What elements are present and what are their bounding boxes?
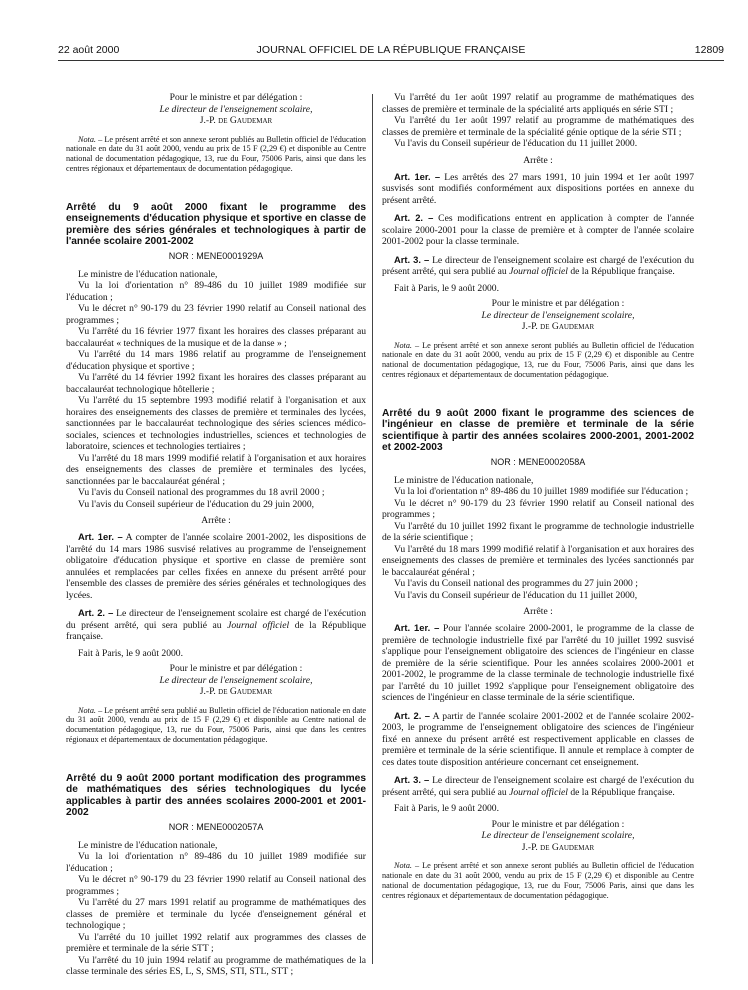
signature-line-3: J.-P. de Gaudemar [521,841,595,853]
visas-list [66,840,366,978]
signature-block [106,663,366,698]
visas-list [66,269,366,511]
article-3 [382,254,694,278]
signature-line-2: Le directeur de l'enseignement scolaire, [481,830,635,842]
article-2 [382,212,694,248]
visa-line: Vu l'avis du Conseil national des programmes du 27 juin 2000 ; [394,578,638,590]
article-3 [382,774,694,798]
visa-line: Vu le décret n° 90-179 du 23 février 1990 relatif au Conseil national des programmes ; [66,874,366,897]
article-1 [382,622,694,704]
article-2 [382,710,694,769]
article-text: Pour l'année scolaire 2000-2001, le programme de la classe de première de technologie industrielle fixé par l'arrêté du 10 juillet 1992 susvisé s'applique pour l'enseignement obligatoire des sciences de l'ingénieur en classe de première de la série scientifique. Pour les années scolaires 2000-2001 et 2001-2002, le programme de la classe terminale de technologie industrielle fixé par l'arrêté du 10 juillet 1992 s'applique pour l'enseignement obligatoire des sciences de l'ingénieur en classe terminale de la série scientifique. [382,623,695,704]
note-text: – Le présent arrêté sera publié au Bulletin officiel de l'éducation nationale en date du 31 août 2000, vendu au prix de 15 F (2,29 €) et disponible au Centre national de documentation pédagogique, 13, rue du Four, 75006 Paris, ainsi que dans les centres régionaux et départementaux de documentation pédagogique. [66,705,366,745]
fait-a-paris: Fait à Paris, le 9 août 2000. [394,282,499,294]
visa-line: Le ministre de l'éducation nationale, [78,839,218,851]
signature-line-2: Le directeur de l'enseignement scolaire, [159,103,313,115]
signature-line-3: J.-P. de Gaudemar [199,115,273,126]
visa-line: Vu l'arrêté du 16 février 1977 fixant les horaires des classes préparant au baccalauréat « techniques de la musique et de la danse » ; [66,326,366,349]
article-label: Art. 2. – [394,709,430,721]
signature-block [422,819,694,854]
left-column [66,92,366,978]
article-text: A partir de l'année scolaire 2001-2002 et de l'année scolaire 2002-2003, le programme de l'enseignement obligatoire des sciences de l'ingénieur fixé en annexe du présent arrêté est respectivement applicable en classes de première et terminale de la série scientifique. Il annule et remplace à compter de ces dates toute disposition antérieure concernant cet enseignement. [382,710,694,768]
visa-line: Vu le décret n° 90-179 du 23 février 1990 relatif au Conseil national des programmes ; [382,497,694,521]
nor-reference: NOR : MENE0002058A [490,456,586,467]
article-1 [382,171,694,207]
article-label: Art. 2. – [78,607,114,619]
visa-line: Le ministre de l'éducation nationale, [394,474,534,486]
journal-officiel-text: Journal officiel [227,619,290,631]
visa-line: Vu l'arrêté du 1er août 1997 relatif au programme de mathématiques des classes de première et terminale de la spécialité génie optique de la série STI ; [382,115,694,138]
note-label: Nota. [78,134,96,144]
article-text: Ces modifications entrent en application à compter de l'année scolaire 2000-2001 pour la classe de première et à compter de l'année scolaire 2001-2002 pour la classe terminale. [382,213,694,247]
signature-line-1: Pour le ministre et par délégation : [169,92,303,103]
article-text-end: de la République française. [567,266,675,277]
note-text: – Le présent arrêté et son annexe seront publiés au Bulletin officiel de l'éducation nationale en date du 31 août 2000, vendu au prix de 15 F (2,29 €) et disponible au Centre national de documentation pédagogique, 13, rue du Four, 75006 Paris, ainsi que dans les centres régionaux et départementaux de documentation pédagogique. [382,340,694,379]
journal-officiel-text: Journal officiel [509,266,568,277]
article-text: Le directeur de l'enseignement scolaire est chargé de l'exécution du présent arrêté, qui sera publié au [66,608,366,631]
column-divider [372,94,373,964]
nor-reference: NOR : MENE0002057A [168,821,264,832]
page-number: 12809 [694,44,724,56]
article-text-end: de la République française. [567,786,675,798]
note-paragraph [66,135,366,174]
article-label: Art. 3. – [394,253,430,265]
visa-line: Vu l'avis du Conseil supérieur de l'éducation du 11 juillet 2000, [394,589,638,601]
article-text: A compter de l'année scolaire 2001-2002, les dispositions de l'arrêté du 14 mars 1986 susvisé relatives au programme de l'enseignement obligatoire d'éducation physique et sportive en classe de première sont annulées et remplacées par celles fixées en annexe du présent arrêté pour l'ensemble des classes de première des séries générales et technologiques des lycées. [66,532,366,601]
visa-line: Le ministre de l'éducation nationale, [78,268,218,280]
note-paragraph [382,861,694,900]
visa-line: Vu l'arrêté du 10 juillet 1992 fixant le programme de technologie industrielle de la série scientifique ; [382,520,694,544]
signature-line-3: J.-P. de Gaudemar [521,321,595,332]
note-label: Nota. [394,861,412,871]
nor-reference: NOR : MENE0001929A [168,250,264,261]
signature-line-1: Pour le ministre et par délégation : [491,818,625,830]
visa-line: Vu l'arrêté du 1er août 1997 relatif au programme de mathématiques des classes de première et terminale de la spécialité arts appliqués en série STI ; [382,92,694,115]
header-rule [58,60,724,61]
note-text: – Le présent arrêté et son annexe seront publiés au Bulletin officiel de l'éducation nationale en date du 31 août 2000, vendu au prix de 15 F (2,29 €) et disponible au Centre national de documentation pédagogique, 13, rue du Four, 75006 Paris, ainsi que dans les centres régionaux et départementaux de documentation pédagogique. [66,134,366,173]
issue-date: 22 août 2000 [58,44,120,56]
fait-a-paris: Fait à Paris, le 9 août 2000. [394,803,499,815]
arrete-heading: Arrête : [523,606,553,618]
visa-line: Vu l'arrêté du 18 mars 1999 modifié relatif à l'organisation et aux horaires des enseignements des classes de première et terminales des lycées sanctionnés par le baccalauréat général ; [382,543,694,578]
arrete-heading: Arrête : [201,515,231,527]
note-paragraph [66,706,366,745]
article-label: Art. 3. – [394,774,430,786]
visa-line: Vu l'avis du Conseil national des programmes du 18 avril 2000 ; [78,487,325,499]
right-column [382,92,694,900]
article-label: Art. 1er. – [394,622,440,634]
article-text-end: de la République française. [66,619,367,643]
visa-line: Vu l'arrêté du 14 mars 1986 relatif au programme de l'enseignement d'éducation physique et sportive ; [66,349,366,372]
visas-list [382,475,694,602]
decree-title: Arrêté du 9 août 2000 fixant le programme des enseignements d'éducation physique et sportive en classe de première des séries générales et technologiques à partir de l'année scolaire 2001-2002 [66,201,366,248]
signature-line-2: Le directeur de l'enseignement scolaire, [159,674,313,686]
visas-list [382,92,694,150]
journal-title: JOURNAL OFFICIEL DE LA RÉPUBLIQUE FRANÇAISE [256,44,526,56]
article-label: Art. 1er. – [394,170,441,182]
journal-officiel-text: Journal officiel [509,786,568,798]
signature-line-3: J.-P. de Gaudemar [199,686,273,698]
article-2 [66,607,366,643]
visa-line: Vu l'arrêté du 15 septembre 1993 modifié relatif à l'organisation et aux horaires des enseignements des classes de première et terminales des lycées, sanctionnées par le baccalauréat technologique des séries sciences médico-sociales, sciences et technologies industrielles, sciences et technologies de laboratoire, sciences et technologies tertiaires ; [66,395,366,453]
article-1 [66,531,366,601]
article-label: Art. 1er. – [78,531,123,543]
visa-line: Vu l'arrêté du 10 juillet 1992 relatif aux programmes des classes de première et terminale de la série STT ; [66,931,366,955]
visa-line: Vu l'avis du Conseil supérieur de l'éducation du 29 juin 2000, [78,498,315,510]
visa-line: Vu l'arrêté du 14 février 1992 fixant les horaires des classes préparant au baccalauréat technologique hôtellerie ; [66,372,366,395]
signature-line-1: Pour le ministre et par délégation : [491,298,625,309]
visa-line: Vu la loi d'orientation n° 89-486 du 10 juillet 1989 modifiée sur l'éducation ; [66,280,366,303]
visa-line: Vu la loi d'orientation n° 89-486 du 10 juillet 1989 modifiée sur l'éducation ; [66,851,366,874]
signature-block [422,298,694,333]
note-paragraph [382,341,694,380]
visa-line: Vu l'avis du Conseil supérieur de l'éducation du 11 juillet 2000. [394,138,638,149]
visa-line: Vu l'arrêté du 10 juin 1994 relatif au programme de mathématiques de la classe terminale des séries ES, L, S, SMS, STI, STL, STT ; [66,954,366,978]
signature-block [106,92,366,127]
fait-a-paris: Fait à Paris, le 9 août 2000. [78,647,183,659]
visa-line: Vu la loi d'orientation n° 89-486 du 10 juillet 1989 modifiée sur l'éducation ; [394,486,689,498]
visa-line: Vu l'arrêté du 18 mars 1999 modifié relatif à l'organisation et aux horaires des enseignements des classes de première et terminales des lycées, sanctionnées par le baccalauréat général ; [66,452,366,487]
visa-line: Vu le décret n° 90-179 du 23 février 1990 relatif au Conseil national des programmes ; [66,303,366,326]
note-label: Nota. [78,705,96,715]
arrete-heading: Arrête : [523,154,553,166]
visa-line: Vu l'arrêté du 27 mars 1991 relatif au programme de mathématiques des classes de première et terminale du lycée d'enseignement général et technologique ; [66,897,366,932]
signature-line-2: Le directeur de l'enseignement scolaire, [481,309,635,321]
decree-title: Arrêté du 9 août 2000 fixant le programme des sciences de l'ingénieur en classe de première et terminale de la série scientifique à partir des années scolaires 2000-2001, 2001-2002 et 2002-2003 [382,407,694,454]
article-text: Le directeur de l'enseignement scolaire est chargé de l'exécution du présent arrêté, qui sera publié au [382,254,695,277]
article-text: Les arrêtés des 27 mars 1991, 10 juin 1994 et 1er août 1997 susvisés sont modifiés conformément aux dispositions portées en annexe du présent arrêté. [382,171,695,206]
page-header [58,44,724,58]
article-text: Le directeur de l'enseignement scolaire est chargé de l'exécution du présent arrêté, qui sera publié au [382,775,695,798]
article-label: Art. 2. – [394,212,434,223]
signature-line-1: Pour le ministre et par délégation : [169,663,303,675]
note-text: – Le présent arrêté et son annexe seront publiés au Bulletin officiel de l'éducation nationale en date du 31 août 2000, vendu au prix de 15 F (2,29 €) et disponible au Centre national de documentation pédagogique, 13, rue du Four, 75006 Paris, ainsi que dans les centres régionaux et départementaux de documentation pédagogique. [382,861,694,900]
decree-title: Arrêté du 9 août 2000 portant modification des programmes de mathématiques des séries technologiques du lycée applicables à partir des années scolaires 2000-2001 et 2001-2002 [66,772,366,819]
note-label: Nota. [394,340,412,350]
